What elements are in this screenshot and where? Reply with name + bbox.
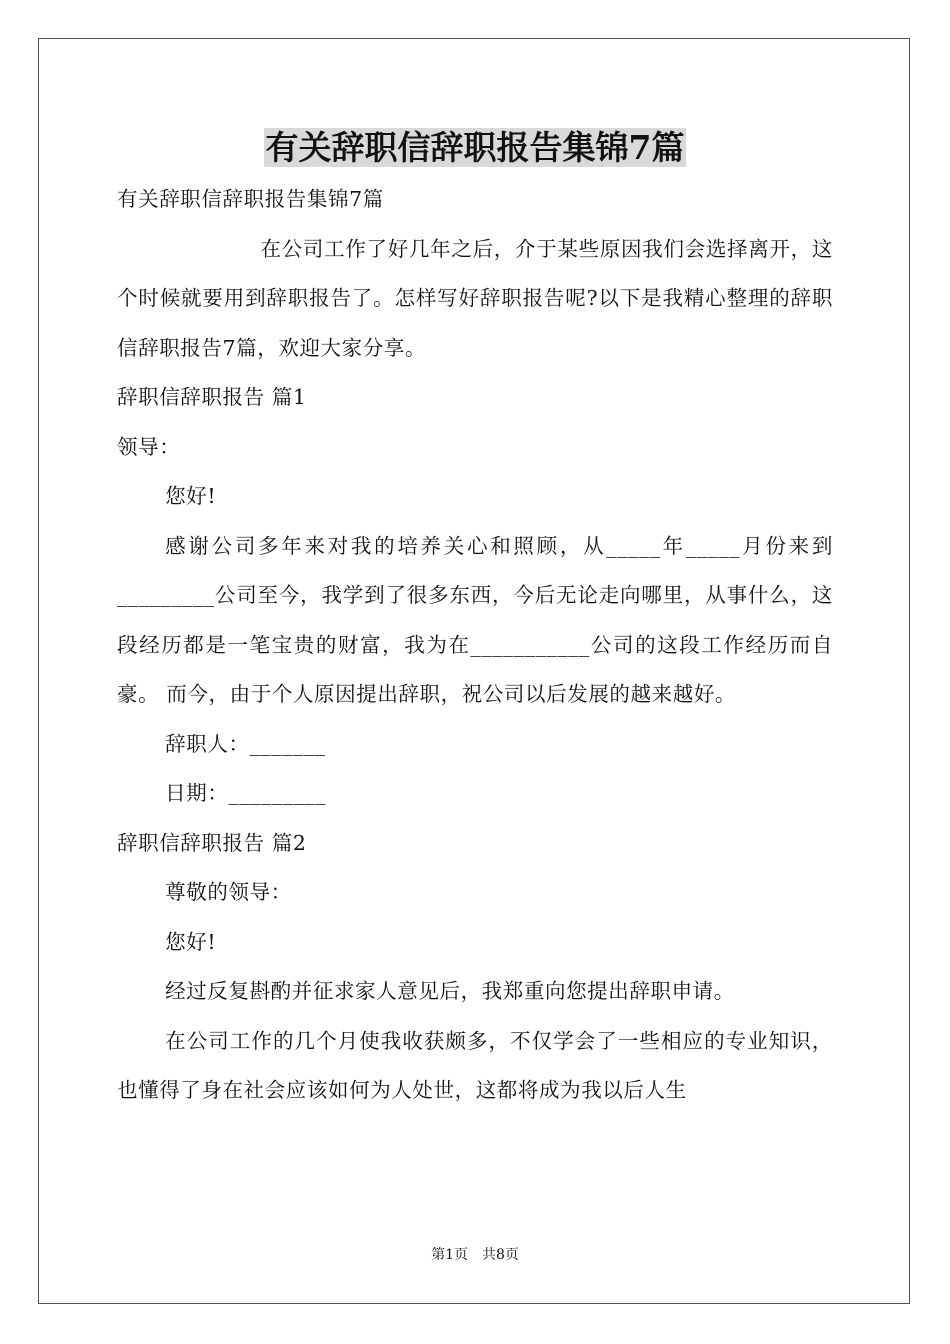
section-1-greeting: 您好!: [165, 484, 217, 508]
section-2-greeting: 您好!: [165, 929, 217, 954]
section-1-signer: 辞职人：_______: [165, 731, 326, 756]
section-2-paragraph-1: 经过反复斟酌并征求家人意见后，我郑重向您提出辞职申请。: [165, 979, 735, 1003]
section-2-paragraph-2: 在公司工作的几个月使我收获颇多，不仅学会了一些相应的专业知识，也懂得了身在社会应该如何为人处世，这都将成为我以后人生: [117, 1028, 833, 1102]
section-1-salutation: 领导：: [117, 434, 181, 459]
document-body: [117, 175, 833, 1116]
intro-paragraph: 在公司工作了好几年之后，介于某些原因我们会选择离开，这个时候就要用到辞职报告了。怎样写好辞职报告呢?以下是我精心整理的辞职信辞职报告7篇，欢迎大家分享。: [117, 236, 833, 360]
document-title: [0, 126, 950, 170]
section-1-date: 日期：_________: [165, 781, 327, 805]
document-subtitle: 有关辞职信辞职报告集锦7篇: [117, 187, 384, 211]
page-number: 第1页 共8页: [431, 1247, 519, 1263]
section-2-salutation: 尊敬的领导：: [165, 880, 292, 904]
document-title-text: 有关辞职信辞职报告集锦7篇: [265, 128, 685, 167]
section-2-heading: 辞职信辞职报告 篇2: [117, 830, 307, 855]
section-1-body: 感谢公司多年来对我的培养关心和照顾，从_____年_____月份来到_________公司至今，我学到了很多东西，今后无论走向哪里，从事什么，这段经历都是一笔宝贵的财富，我为在___________公司的这段工作经历而自豪。 而今，由于个人原因提出辞职，祝公司以后发展的越来越好。: [117, 533, 833, 706]
page-footer: [0, 1245, 950, 1265]
section-1-heading: 辞职信辞职报告 篇1: [117, 385, 307, 409]
